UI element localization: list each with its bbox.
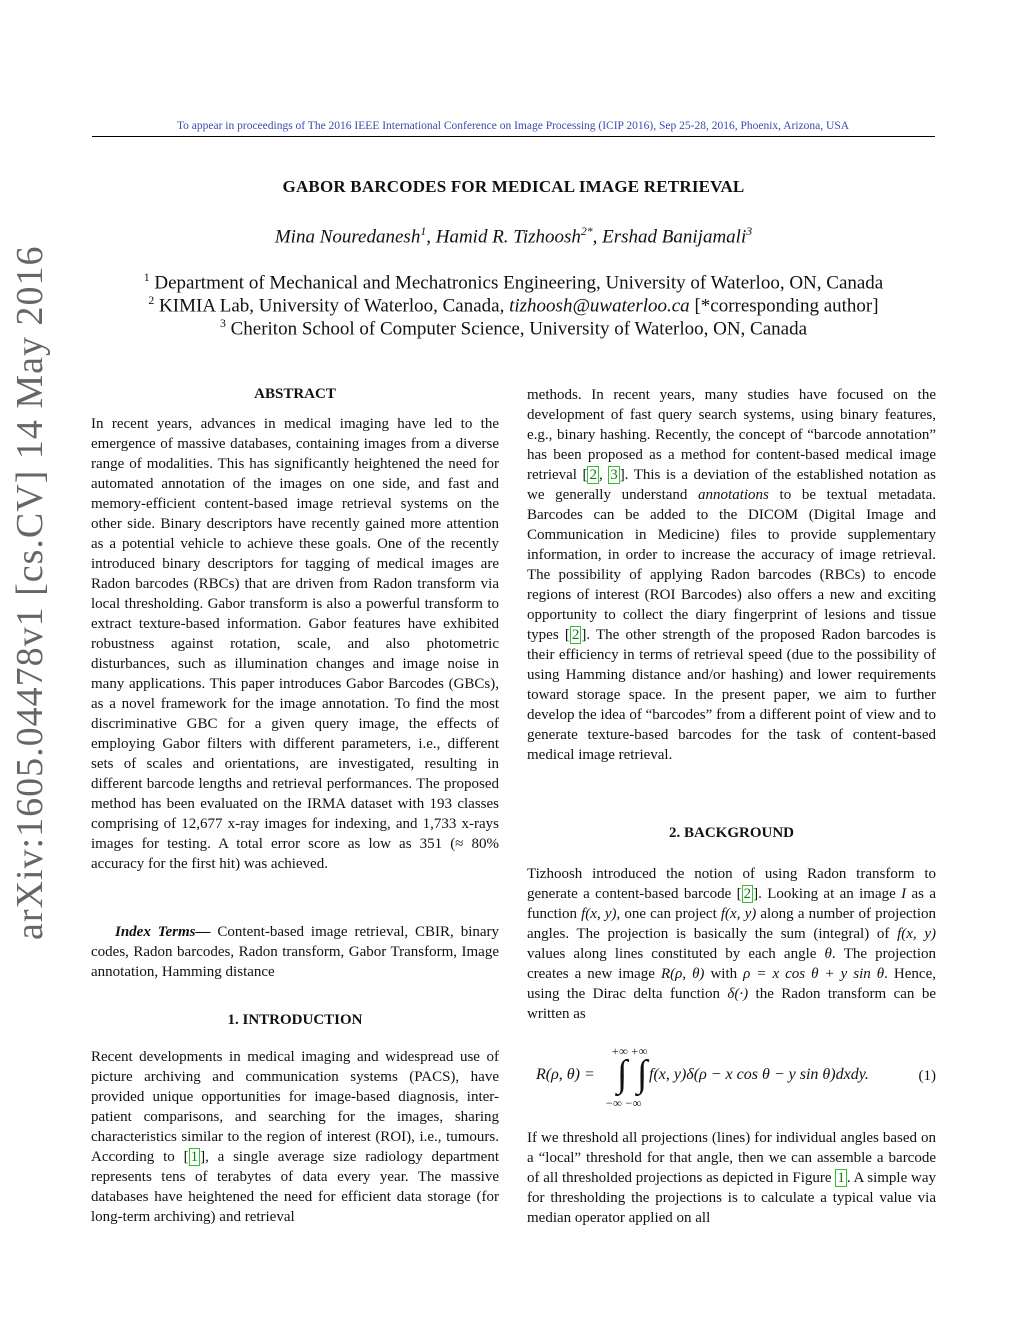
affiliation-sup: 2	[148, 294, 155, 307]
author-sup: 3	[746, 225, 753, 238]
intro-text: methods. In recent years, many studies have focused on the development of fast query search systems, using binary features, e.g., binary hashing. Recently, the concept of “barcode annotation” has been proposed as a method for content-based medical image retrieval	[527, 387, 936, 483]
background-text: values along lines constituted by each angle	[527, 946, 825, 962]
background-paragraph-2	[527, 1128, 936, 1228]
citation-link[interactable]: 1	[190, 1149, 199, 1165]
emphasis-annotations: annotations	[698, 487, 769, 503]
figure-link[interactable]: 1	[837, 1170, 845, 1186]
affiliation-text: Department of Mechanical and Mechatronics Engineering, University of Waterloo, ON, Canada	[154, 272, 884, 294]
math-symbol: f(x, y)	[897, 926, 936, 942]
intro-text: . This is a deviation of the established notation as we generally understand	[527, 467, 937, 503]
equation-lhs: R(ρ, θ) =	[536, 1066, 595, 1083]
citation-link[interactable]: 2	[743, 886, 752, 902]
background-text: . Hence, using the Dirac delta function	[527, 966, 936, 1002]
background-text: with	[704, 966, 744, 982]
math-symbol: ρ = x cos θ + y sin θ	[743, 966, 885, 982]
equation-number: (1)	[918, 1068, 936, 1084]
arxiv-stamp: arXiv:1605.04478v1 [cs.CV] 14 May 2016	[9, 245, 51, 940]
abstract-heading: ABSTRACT	[254, 386, 336, 402]
affiliation-text: [*corresponding author]	[689, 295, 879, 317]
affiliation-sup: 1	[143, 271, 150, 284]
citation-link[interactable]: 2	[589, 467, 597, 483]
math-symbol: R(ρ, θ)	[660, 966, 705, 982]
equation-rhs: f(x, y)δ(ρ − x cos θ − y sin θ)dxdy.	[649, 1066, 869, 1083]
math-symbol: f(x, y)	[581, 906, 617, 922]
affiliation-1	[92, 271, 935, 294]
intro-text: , a single average size radiology department represents tens of terabytes of data every year. The massive databases have heightened the need for efficient data storage (for long-term archiving) and retrieval	[91, 1149, 499, 1225]
math-symbol: I	[901, 886, 907, 902]
index-terms-text: Content-based image retrieval, CBIR, binary codes, Radon barcodes, Radon transform, Gabor Transform, Image annotation, Hamming distance	[91, 924, 500, 980]
index-terms-label: Index Terms—	[115, 924, 211, 940]
intro-text: Recent developments in medical imaging and widespread use of picture archiving and communication systems (PACS), have provided unique opportunities for image-based diagnosis, inter-patient comparisons, and searching for the images, sharing characteristics similar to the region of interest (ROI), i.e., tumours. According to	[91, 1049, 499, 1165]
introduction-heading: 1. INTRODUCTION	[227, 1012, 363, 1028]
background-text: along a number of projection angles. The projection is basically the sum (integral) of	[527, 906, 936, 942]
author-name: Hamid R. Tizhoosh	[435, 226, 581, 248]
background-text: . A simple way for thresholding the projections is to calculate a typical value via median operator applied on all	[527, 1170, 936, 1226]
integral-upper-limits: +∞ +∞	[611, 1044, 648, 1058]
math-symbol: f(x, y)	[720, 906, 757, 922]
paper-title: GABOR BARCODES FOR MEDICAL IMAGE RETRIEVAL	[282, 177, 745, 196]
affiliation-3	[92, 317, 935, 340]
background-text: , one can project	[616, 906, 721, 922]
math-symbol: θ	[824, 946, 832, 962]
intro-text: to be textual metadata. Barcodes can be added to the DICOM (Digital Image and Communication in Medicine) files to provide supplementary information, in order to increase the accuracy of image retrieval. The possibility of applying Radon barcodes (RBCs) to encode regions of interest (ROI Barcodes) also offers a new and exciting opportunity to collect the diary fingerprint of lesions and tissue types	[527, 487, 936, 643]
corresponding-email[interactable]: tizhoosh@uwaterloo.ca	[509, 295, 690, 317]
introduction-paragraph: Recent developments in medical imaging and widespread use of picture archiving and communication systems (PACS), have provided unique opportunities for image-based diagnosis, inter-patient comparisons, and searching for the images, sharing characteristics similar to the region of interest (ROI), i.e., tumours. According to [ 1 ], a single average size radiology department represents tens of terabytes of data every year. The massive databases have heightened the need for efficient data storage (for long-term archiving) and retrieval	[91, 1049, 499, 1225]
integral-sign: ∫	[637, 1053, 648, 1095]
author-name: Mina Nouredanesh	[274, 226, 421, 248]
background-text: the Radon transform can be written as	[527, 986, 936, 1022]
background-text: If we threshold all projections (lines) for individual angles based on a “local” threshold for that angle, then we can assemble a barcode of all thresholded projections as depicted in Figure	[527, 1130, 936, 1186]
abstract-body: In recent years, advances in medical imaging have led to the emergence of massive databases, containing images from a diverse range of modalities. This has significantly heightened the need for automated annotation of the images on one side, and fast and memory-efficient content-based image retrieval systems on the other side. Binary descriptors have recently gained more attention as a potential vehicle to achieve these goals. One of the recently introduced binary descriptors for tagging of medical images are Radon barcodes (RBCs) that are driven from Radon transform via local thresholding. Gabor transform is also a powerful transform to extract texture-based information. Gabor features have exhibited robustness against rotation, scale, and also photometric disturbances, such as illumination changes and image noise in many applications. This paper introduces Gabor Barcodes (GBCs), as a novel framework for the image annotation. To find the most discriminative GBC for a given query image, the effects of employing Gabor filters with different parameters, i.e., different sets of scales and orientations, are investigated, resulting in different barcode lengths and retrieval performances. The proposed method has been evaluated on the IRMA dataset with 193 classes comprising of 12,677 x-ray images for indexing, and 1,733 x-rays images for testing. A total error score as low as 351 (≈ 80% accuracy for the first hit) was achieved.	[91, 416, 499, 872]
author-sup: 2*	[580, 225, 593, 238]
affiliation-sup: 3	[219, 317, 226, 330]
background-text: as a function	[527, 886, 937, 922]
conference-note: To appear in proceedings of The 2016 IEEE International Conference on Image Processing (ICIP 2016), Sep 25-28, 2016, Phoenix, Arizona, USA	[176, 120, 850, 132]
radon-equation	[527, 1046, 936, 1110]
math-symbol: δ(·)	[727, 986, 749, 1002]
integral-sign: ∫	[617, 1053, 628, 1095]
author-sup: 1	[420, 225, 427, 238]
index-terms	[91, 922, 499, 982]
intro-text: . The other strength of the proposed Radon barcodes is their efficiency in terms of retrieval speed (due to the possibility of using Hamming distance and/or hashing) and lower requirements toward storage space. In the present paper, we aim to further develop the idea of “barcodes” from a different point of view and to generate texture-based barcodes for the task of content-based medical image retrieval.	[527, 627, 936, 763]
author-list: Mina Nouredanesh$^1$, Hamid R. Tizhoosh$^{2*}$, Ershad Banijamali$^3$	[274, 225, 753, 248]
background-text: . The projection creates a new image	[527, 946, 936, 982]
citation-link[interactable]: 3	[610, 467, 618, 483]
integral-lower-limits: −∞ −∞	[605, 1096, 642, 1110]
affiliation-text: KIMIA Lab, University of Waterloo, Canada,	[159, 295, 510, 317]
author-name: Ershad Banijamali	[602, 226, 747, 248]
background-text: Tizhoosh introduced the notion of using Radon transform to generate a content-based barcode	[527, 866, 936, 902]
background-heading: 2. BACKGROUND	[668, 825, 794, 841]
introduction-continued: methods. In recent years, many studies have focused on the development of fast query search systems, using binary features, e.g., binary hashing. Recently, the concept of “barcode annotation” has been proposed as a method for content-based medical image retrieval [ 2 , 3 ]. This is a deviation of the established notation as we generally understand annotations to be textual metadata. Barcodes can be added to the DICOM (Digital Image and Communication in Medicine) files to provide supplementary information, in order to increase the accuracy of image retrieval. The possibility of applying Radon barcodes (RBCs) to encode regions of interest (ROI Barcodes) also offers a new and exciting opportunity to collect the diary fingerprint of lesions and tissue types [ 2 ]. The other strength of the proposed Radon barcodes is their efficiency in terms of retrieval speed (due to the possibility of using Hamming distance and/or hashing) and lower requirements toward storage space. In the present paper, we aim to further develop the idea of “barcodes” from a different point of view and to generate texture-based barcodes for the task of content-based medical image retrieval.	[527, 387, 937, 763]
citation-link[interactable]: 2	[571, 627, 580, 643]
background-paragraph: Tizhoosh introduced the notion of using Radon transform to generate a content-based barcode [ 2 ]. Looking at an image I as a function f(x, y), one can project f(x, y) along a number of projection angles. The projection is basically the sum (integral) of f(x, y) values along lines constituted by each angle θ. The projection creates a new image R(ρ, θ) with ρ = x cos θ + y sin θ. Hence, using the Dirac delta function δ(·) the Radon transform can be written as	[527, 866, 937, 1022]
affiliation-2	[92, 294, 935, 317]
affiliation-text: Cheriton School of Computer Science, University of Waterloo, ON, Canada	[230, 318, 808, 340]
background-text: . Looking at an image	[758, 886, 902, 902]
header-rule	[92, 136, 935, 137]
